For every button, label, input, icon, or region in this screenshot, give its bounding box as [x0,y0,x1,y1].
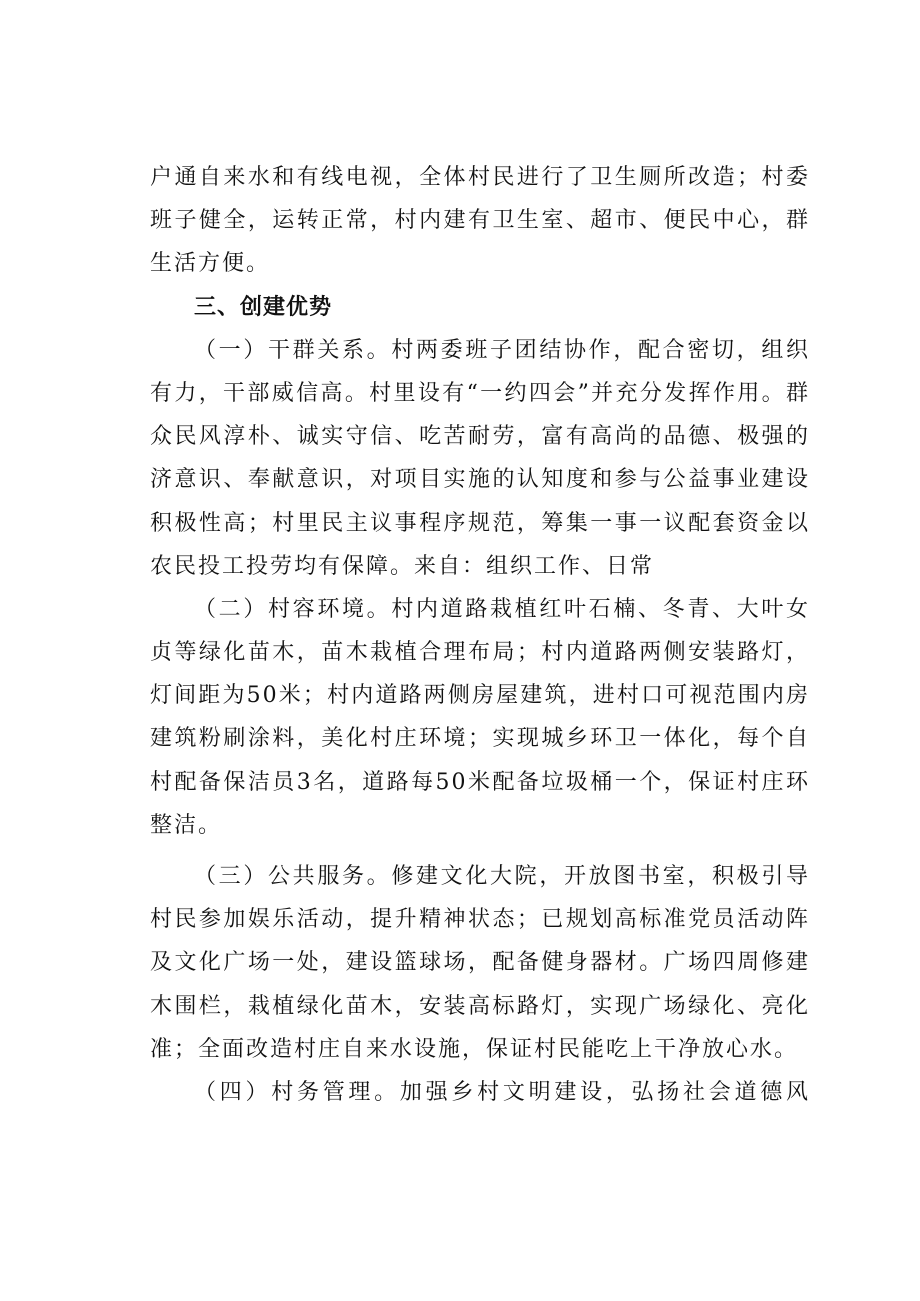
document-body [150,156,810,1114]
paragraph-public-service [150,855,810,1071]
text-line: （二）村容环境。村内道路栽植红叶石楠、冬青、大叶女 [194,596,810,622]
text-line: 及文化广场一处，建设篮球场，配备健身器材。广场四周修建 [150,950,810,976]
text-line: （四）村务管理。加强乡村文明建设，弘扬社会道德风 [194,1079,810,1105]
text-line: 建筑粉刷涂料，美化村庄环境；实现城乡环卫一体化，每个自 [150,726,810,752]
text-line: 贞等绿化苗木，苗木栽植合理布局；村内道路两侧安装路灯， [150,640,810,666]
paragraph-village-environment [150,588,810,847]
text-line: 济意识、奉献意识，对项目实施的认知度和参与公益事业建设 [150,467,810,493]
text-line: 有力，干部威信高。村里设有“一约四会”并充分发挥作用。群 [150,380,810,406]
paragraph-cadre-relations [150,329,810,588]
paragraph-village-affairs [150,1071,810,1114]
text-line: 农民投工投劳均有保障。来自：组织工作、日常 [150,553,655,579]
text-line: 户通自来水和有线电视，全体村民进行了卫生厕所改造；村委 [150,165,810,190]
text-line: 村民参加娱乐活动，提升精神状态；已规划高标准党员活动阵 [150,907,810,933]
text-line: 木围栏，栽植绿化苗木，安装高标路灯，实现广场绿化、亮化 [150,993,810,1019]
intro-paragraph [150,156,810,286]
text-line: 众民风淳朴、诚实守信、吃苦耐劳，富有高尚的品德、极强的 [150,424,810,450]
text-line: 整洁。 [150,812,223,838]
text-line: 灯间距为50米；村内道路两侧房屋建筑，进村口可视范围内房 [150,683,810,709]
text-line: （三）公共服务。修建文化大院，开放图书室，积极引导 [194,864,810,889]
paragraph-gap [150,847,810,855]
section-heading: 三、创建优势 [194,294,333,320]
text-line: 积极性高；村里民主议事程序规范，筹集一事一议配套资金以 [150,510,810,536]
text-line: （一）干群关系。村两委班子团结协作，配合密切，组织 [194,337,810,363]
text-line: 班子健全，运转正常，村内建有卫生室、超市、便民中心，群 [150,208,810,234]
text-line: 准；全面改造村庄自来水设施，保证村民能吃上干净放心水。 [150,1036,799,1062]
text-line: 生活方便。 [150,251,271,277]
text-line: 村配备保洁员3名，道路每50米配备垃圾桶一个，保证村庄环 [150,769,810,795]
